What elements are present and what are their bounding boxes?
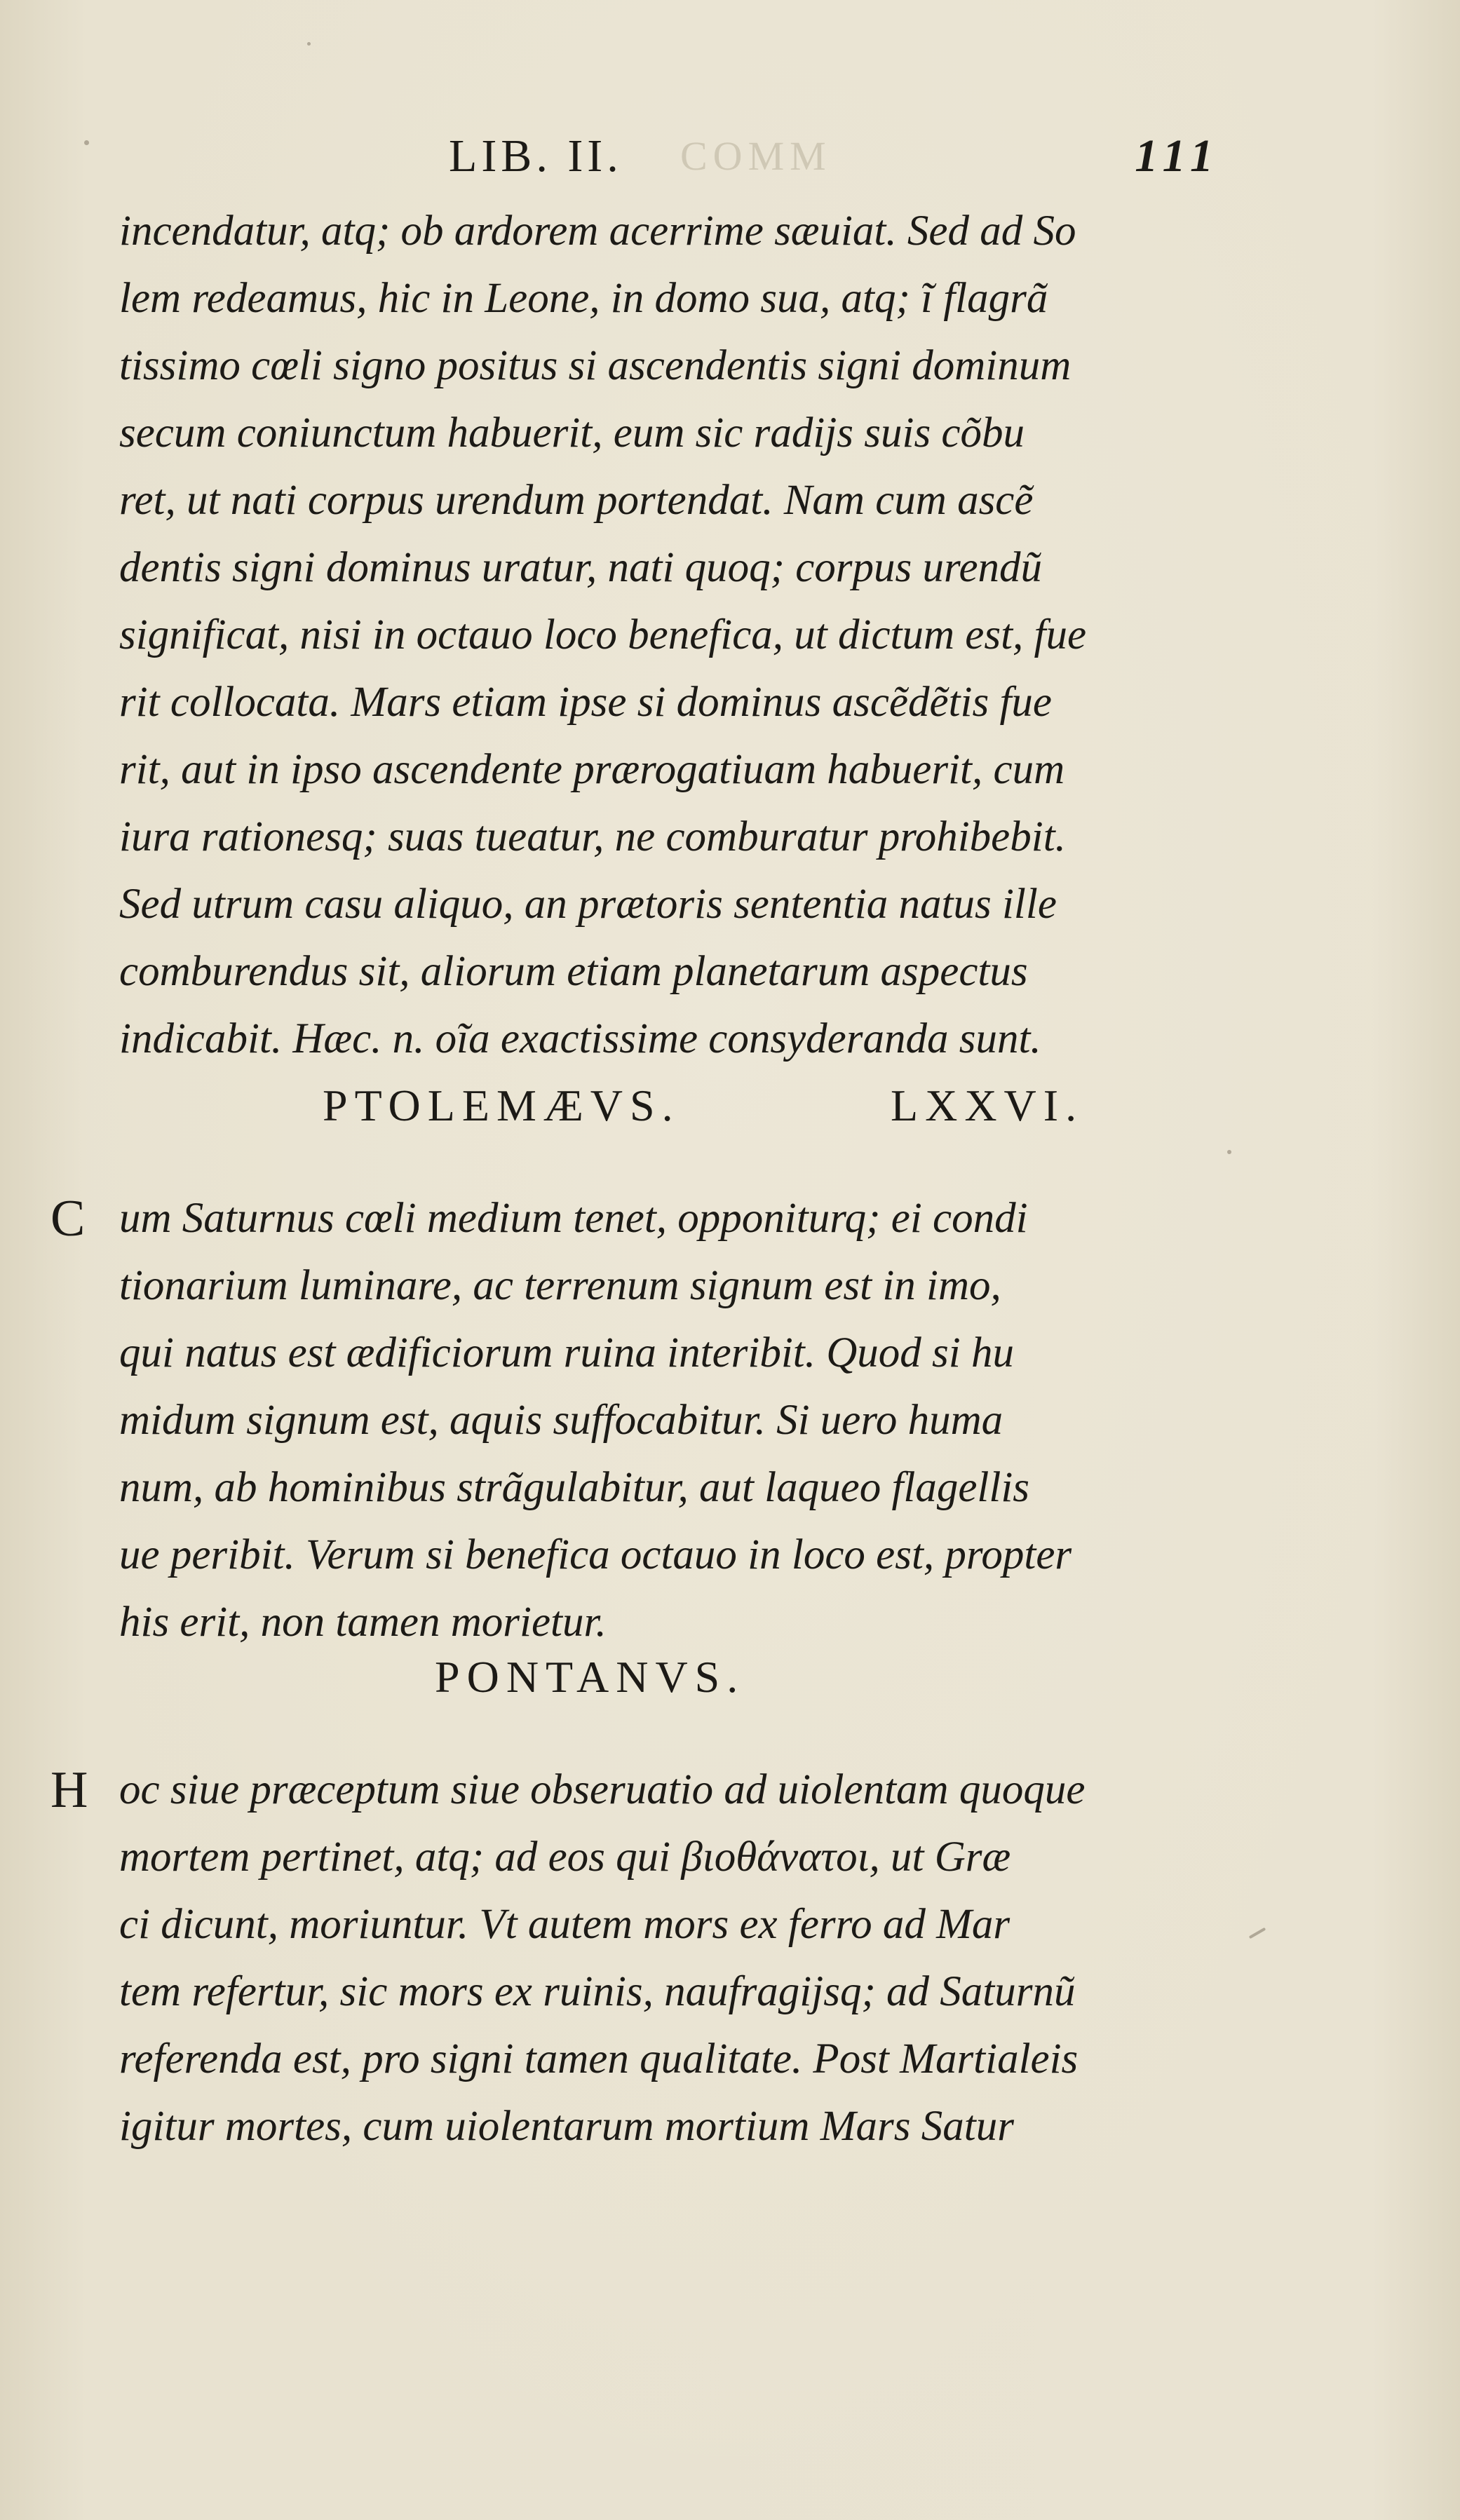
section-heading-author: PTOLEMÆVS. [323, 1081, 680, 1130]
text-line: rit, aut in ipso ascendente prærogatiuam habuerit, cum [119, 746, 1065, 793]
text-line: igitur mortes, cum uiolentarum mortium Mars Satur [119, 2103, 1014, 2150]
text-line: qui natus est ædificiorum ruina interibit. Quod si hu [119, 1329, 1014, 1376]
section-heading-author: PONTANVS. [435, 1652, 745, 1702]
text-line: dentis signi dominus uratur, nati quoq; corpus urendũ [119, 544, 1043, 591]
text-line: tionarium luminare, ac terrenum signum est in imo, [119, 1262, 1001, 1309]
text-line: Sed utrum casu aliquo, an prætoris sententia natus ille [119, 881, 1057, 928]
text-line: rit collocata. Mars etiam ipse si dominus ascẽdẽtis fue [119, 679, 1052, 726]
text-line: midum signum est, aquis suffocabitur. Si uero huma [119, 1397, 1003, 1444]
page-header [119, 130, 1220, 193]
text-line: tissimo cœli signo positus si ascendentis signi dominum [119, 342, 1072, 389]
text-line: indicabit. Hæc. n. oĩa exactissime consyderanda sunt. [119, 1015, 1041, 1062]
initial-letter: H [50, 1761, 88, 1819]
text-line: ret, ut nati corpus urendum portendat. Nam cum ascẽ [119, 477, 1034, 524]
ink-speck [1227, 1150, 1231, 1154]
ink-speck [84, 140, 89, 145]
text-line: secum coniunctum habuerit, eum sic radijs suis cõbu [119, 409, 1025, 456]
text-line: incendatur, atq; ob ardorem acerrime sæuiat. Sed ad So [119, 208, 1076, 255]
text-line: iura rationesq; suas tueatur, ne comburatur prohibebit. [119, 813, 1066, 860]
page-number: 111 [1135, 130, 1220, 182]
text-line: ue peribit. Verum si benefica octauo in loco est, propter [119, 1531, 1072, 1578]
text-line: significat, nisi in octauo loco benefica, ut dictum est, fue [119, 611, 1087, 658]
text-line: num, ab hominibus strãgulabitur, aut laqueo flagellis [119, 1464, 1030, 1511]
show-through-text: COMM [680, 133, 832, 179]
text-line: mortem pertinet, atq; ad eos qui βιοθάνατοι, ut Græ [119, 1834, 1011, 1881]
text-line: oc siue præceptum siue obseruatio ad uiolentam quoque [119, 1766, 1086, 1813]
initial-letter: C [50, 1190, 86, 1247]
paragraph-commentary-1 [119, 198, 1224, 1073]
text-line: referenda est, pro signi tamen qualitate. Post Martialeis [119, 2035, 1079, 2082]
running-title: LIB. II. [449, 130, 623, 182]
ink-speck [1249, 1928, 1266, 1939]
text-line: lem redeamus, hic in Leone, in domo sua, atq; ĩ flagrã [119, 275, 1048, 322]
paragraph-ptolemy [119, 1185, 1224, 1656]
section-heading-number: LXXVI. [891, 1081, 1084, 1130]
text-line: tem refertur, sic mors ex ruinis, naufragijsq; ad Saturnũ [119, 1968, 1076, 2015]
text-line: ci dicunt, moriuntur. Vt autem mors ex ferro ad Mar [119, 1901, 1010, 1948]
paragraph-pontanus [119, 1756, 1224, 2160]
text-line: um Saturnus cœli medium tenet, opponiturq; ei condi [119, 1195, 1028, 1242]
ink-speck [307, 42, 311, 46]
text-line: comburendus sit, aliorum etiam planetarum aspectus [119, 948, 1028, 995]
text-line: his erit, non tamen morietur. [119, 1599, 607, 1646]
